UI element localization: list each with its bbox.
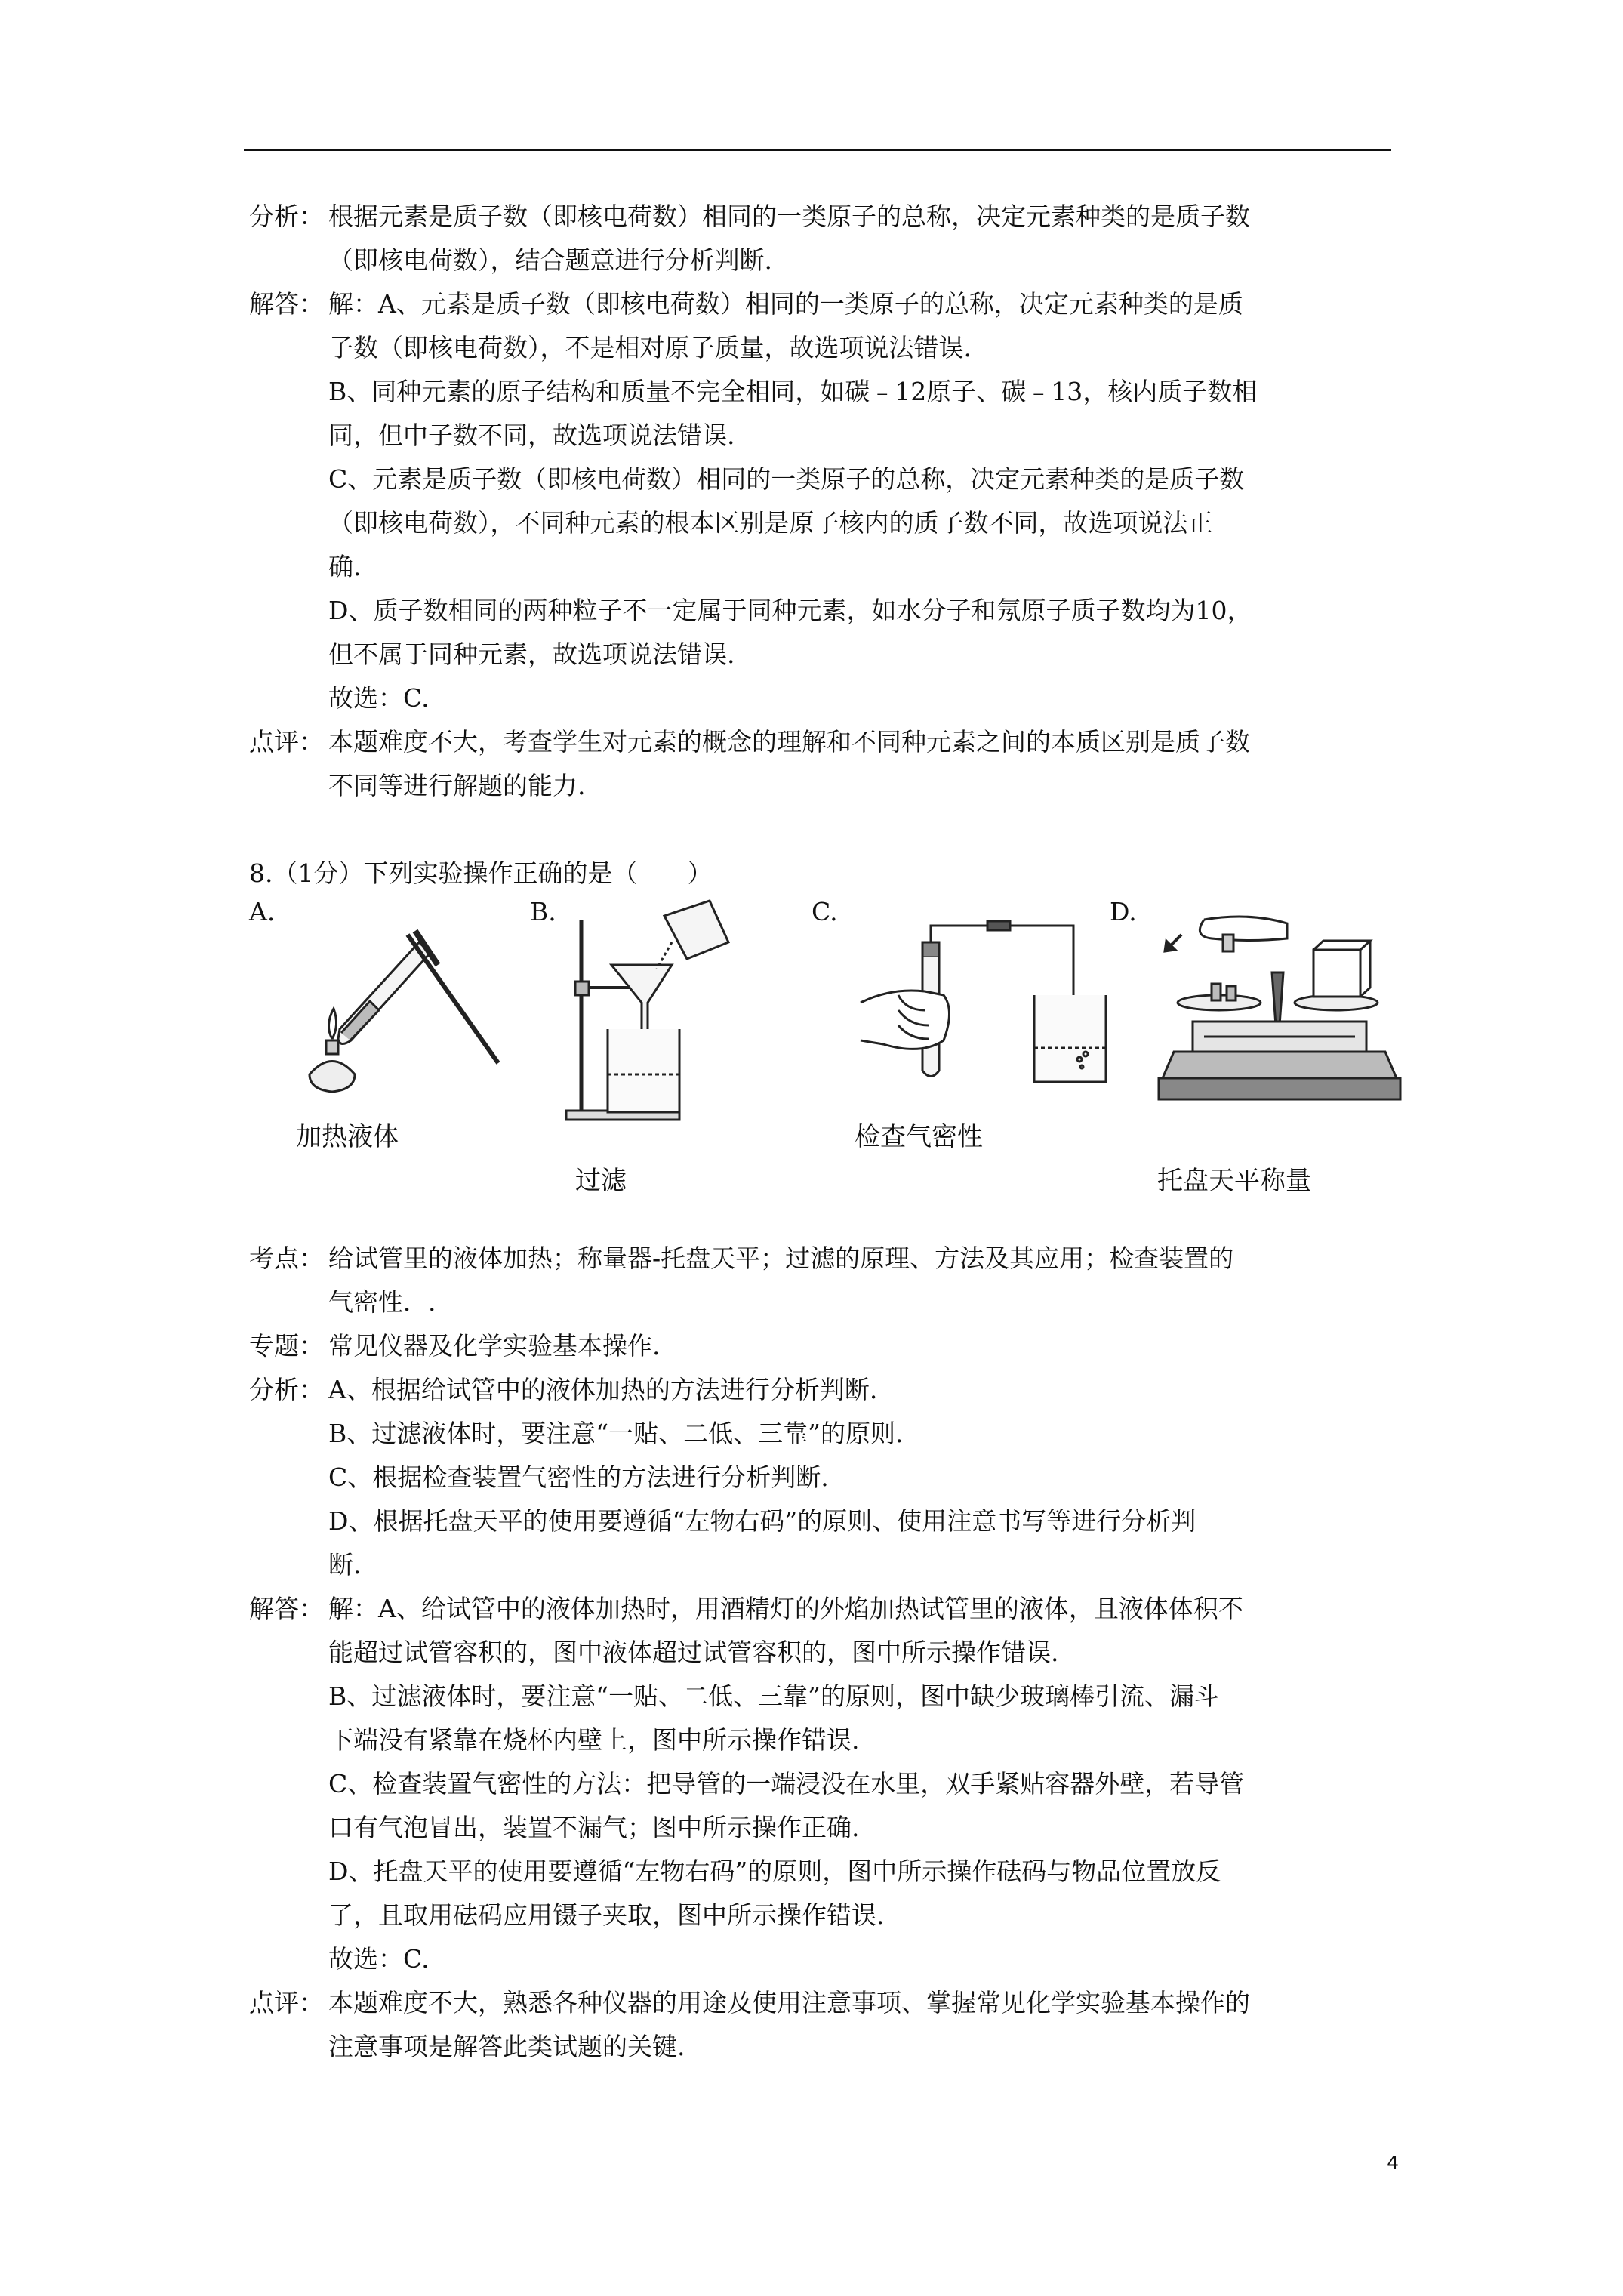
comment-label: 点评：	[249, 1988, 324, 2017]
text-line: 解：A、元素是质子数（即核电荷数）相同的一类原子的总称，决定元素种类的是质	[328, 289, 1243, 319]
text-line: C、元素是质子数（即核电荷数）相同的一类原子的总称，决定元素种类的是质子数	[328, 464, 1245, 494]
text-line: C、根据检查装置气密性的方法进行分析判断.	[328, 1462, 829, 1492]
text-line: D、托盘天平的使用要遵循“左物右码”的原则，图中所示操作砝码与物品位置放反	[328, 1857, 1221, 1886]
option-b-letter: B.	[530, 897, 556, 926]
balance-weighing-figure	[1159, 897, 1400, 1139]
comment-label: 点评：	[249, 727, 324, 757]
text-line: D、根据托盘天平的使用要遵循“左物右码”的原则、使用注意书写等进行分析判	[328, 1506, 1196, 1536]
q8-answer	[249, 1587, 1397, 1981]
option-d-caption: 托盘天平称量	[1157, 1166, 1311, 1196]
text-line: 本题难度不大，考查学生对元素的概念的理解和不同种元素之间的本质区别是质子数	[328, 727, 1250, 757]
text-line: 本题难度不大，熟悉各种仪器的用途及使用注意事项、掌握常见化学实验基本操作的	[328, 1988, 1250, 2017]
kaodian-label: 考点：	[249, 1244, 324, 1273]
answer-label: 解答：	[249, 1594, 324, 1623]
q8-kaodian	[249, 1237, 1397, 1324]
text-line: 了，且取用砝码应用镊子夹取，图中所示操作错误.	[328, 1900, 885, 1930]
option-b-caption: 过滤	[575, 1166, 627, 1196]
q8-zhuanti	[249, 1324, 1397, 1368]
q8-analysis	[249, 1368, 1397, 1587]
airtightness-figure	[853, 912, 1110, 1108]
option-a-letter: A.	[249, 897, 276, 926]
text-line: 气密性．.	[328, 1287, 436, 1317]
answer-label: 解答：	[249, 289, 324, 319]
text-line: B、同种元素的原子结构和质量不完全相同，如碳﹣12原子、碳﹣13，核内质子数相	[328, 377, 1258, 406]
text-line: 能超过试管容积的，图中液体超过试管容积的，图中所示操作错误.	[328, 1638, 1059, 1667]
text-line: 不同等进行解题的能力.	[328, 771, 586, 800]
text-line: 断.	[328, 1550, 362, 1579]
q8-comment	[249, 1981, 1397, 2069]
text-line: （即核电荷数），结合题意进行分析判断.	[328, 245, 772, 275]
q7-comment	[249, 720, 1397, 808]
option-a-caption: 加热液体	[296, 1122, 399, 1152]
text-line: 下端没有紧靠在烧杯内壁上，图中所示操作错误.	[328, 1725, 860, 1755]
option-c-letter: C.	[812, 897, 838, 926]
header-rule	[244, 149, 1391, 151]
text-line: 确.	[328, 552, 362, 581]
text-line: 常见仪器及化学实验基本操作.	[328, 1331, 661, 1361]
text-line: C、检查装置气密性的方法：把导管的一端浸没在水里，双手紧贴容器外壁，若导管	[328, 1769, 1245, 1798]
analysis-label: 分析：	[249, 1375, 324, 1404]
page-number: 4	[1387, 2152, 1399, 2174]
text-line: 但不属于同种元素，故选项说法错误.	[328, 639, 735, 669]
text-line: 故选：C.	[328, 683, 430, 713]
page-content	[249, 195, 1397, 2069]
q7-answer	[249, 282, 1397, 720]
filtration-figure	[566, 897, 762, 1123]
text-line: B、过滤液体时，要注意“一贴、二低、三靠”的原则.	[328, 1419, 904, 1448]
analysis-label: 分析：	[249, 202, 324, 231]
text-line: A、根据给试管中的液体加热的方法进行分析判断.	[328, 1375, 878, 1404]
heating-liquid-figure	[294, 920, 491, 1108]
text-line: 根据元素是质子数（即核电荷数）相同的一类原子的总称，决定元素种类的是质子数	[328, 202, 1250, 231]
text-line: B、过滤液体时，要注意“一贴、二低、三靠”的原则，图中缺少玻璃棒引流、漏斗	[328, 1681, 1219, 1711]
text-line: 故选：C.	[328, 1944, 430, 1974]
question-stem: 8.（1分）下列实验操作正确的是（ ）	[249, 858, 713, 888]
text-line: 给试管里的液体加热；称量器-托盘天平；过滤的原理、方法及其应用；检查装置的	[328, 1244, 1234, 1273]
option-c-caption: 检查气密性	[855, 1122, 983, 1152]
text-line: 注意事项是解答此类试题的关键.	[328, 2032, 685, 2061]
q7-analysis	[249, 195, 1397, 282]
text-line: 口有气泡冒出，装置不漏气；图中所示操作正确.	[328, 1813, 860, 1842]
text-line: D、质子数相同的两种粒子不一定属于同种元素，如水分子和氖原子质子数均为10，	[328, 596, 1252, 625]
figure-row	[249, 897, 1397, 1237]
text-line: （即核电荷数），不同种元素的根本区别是原子核内的质子数不同，故选项说法正	[328, 508, 1213, 538]
text-line: 子数（即核电荷数），不是相对原子质量，故选项说法错误.	[328, 333, 972, 362]
text-line: 同，但中子数不同，故选项说法错误.	[328, 421, 735, 450]
zhuanti-label: 专题：	[249, 1331, 324, 1361]
option-d-letter: D.	[1110, 897, 1137, 926]
text-line: 解：A、给试管中的液体加热时，用酒精灯的外焰加热试管里的液体，且液体体积不	[328, 1594, 1243, 1623]
